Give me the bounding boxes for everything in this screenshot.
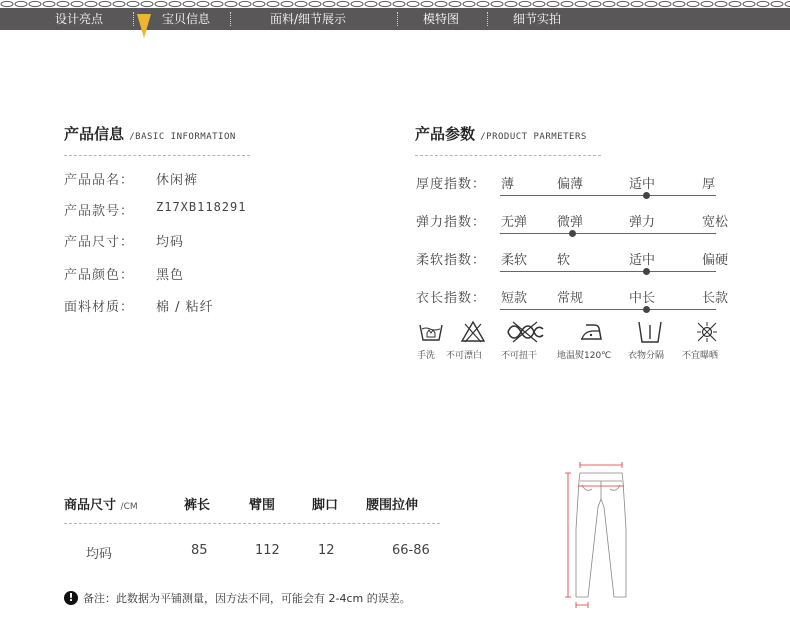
basic-info-heading bbox=[64, 123, 236, 144]
param-selected-marker bbox=[569, 230, 576, 237]
divider bbox=[64, 523, 440, 524]
param-selected-marker bbox=[643, 268, 650, 275]
warning-icon: ! bbox=[64, 591, 78, 605]
separate-wash-icon bbox=[637, 320, 663, 344]
param-option: 软 bbox=[557, 253, 571, 268]
size-header-label: 商品尺寸 bbox=[64, 498, 117, 513]
params-heading bbox=[415, 123, 587, 144]
hand-wash-icon bbox=[418, 320, 444, 344]
param-label: 柔软指数： bbox=[416, 253, 487, 268]
size-cell-arm: 112 bbox=[255, 543, 280, 558]
param-option: 短款 bbox=[501, 291, 528, 306]
nav-divider bbox=[133, 12, 134, 26]
nav-divider bbox=[397, 12, 398, 26]
nav-divider bbox=[230, 12, 231, 26]
care-label: 不可漂白 bbox=[446, 351, 483, 361]
params-subtitle: /PRODUCT PARMETERS bbox=[480, 132, 587, 142]
info-label-sku: 产品款号： bbox=[64, 204, 135, 219]
param-option: 薄 bbox=[501, 177, 515, 192]
basic-info-subtitle: /BASIC INFORMATION bbox=[129, 132, 236, 142]
no-bleach-icon bbox=[460, 320, 486, 344]
active-nav-pointer-icon bbox=[137, 14, 151, 38]
info-value-material: 棉 / 粘纤 bbox=[156, 300, 214, 315]
param-option: 偏薄 bbox=[557, 177, 584, 192]
param-option: 偏硬 bbox=[702, 253, 729, 268]
info-value-size: 均码 bbox=[156, 235, 185, 250]
divider bbox=[64, 155, 250, 156]
param-option: 中长 bbox=[629, 291, 656, 306]
no-sun-dry-icon bbox=[694, 320, 720, 344]
param-option: 适中 bbox=[629, 177, 656, 192]
size-cell-size: 均码 bbox=[86, 547, 113, 562]
top-nav-bar bbox=[0, 8, 790, 30]
param-label: 厚度指数： bbox=[416, 177, 487, 192]
divider bbox=[415, 155, 601, 156]
size-header-size bbox=[64, 494, 138, 513]
param-option: 无弹 bbox=[501, 215, 528, 230]
param-selected-marker bbox=[643, 192, 650, 199]
info-label-color: 产品颜色： bbox=[64, 268, 135, 283]
param-label: 衣长指数： bbox=[416, 291, 487, 306]
info-label-size: 产品尺寸： bbox=[64, 235, 135, 250]
care-label: 不可扭干 bbox=[501, 351, 538, 361]
size-header-hem: 脚口 bbox=[312, 498, 339, 513]
param-option: 柔软 bbox=[501, 253, 528, 268]
param-option: 适中 bbox=[629, 253, 656, 268]
param-scale-line bbox=[500, 271, 716, 272]
param-selected-marker bbox=[643, 306, 650, 313]
param-label: 弹力指数： bbox=[416, 215, 487, 230]
nav-item-design-highlights[interactable]: 设计亮点 bbox=[55, 12, 104, 26]
low-iron-icon bbox=[578, 320, 604, 344]
top-chain-border bbox=[0, 0, 790, 8]
size-unit-label: /CM bbox=[120, 502, 138, 512]
nav-divider bbox=[487, 12, 488, 26]
care-label: 手洗 bbox=[417, 351, 436, 361]
size-header-length: 裤长 bbox=[184, 498, 211, 513]
param-option: 弹力 bbox=[629, 215, 656, 230]
note-text: 备注：此数据为平铺测量，因方法不同，可能会有 2-4cm 的误差。 bbox=[83, 592, 411, 605]
info-value-sku: Z17XB118291 bbox=[156, 200, 247, 214]
size-header-waist: 腰围拉伸 bbox=[366, 498, 419, 513]
param-option: 微弹 bbox=[557, 215, 584, 230]
size-cell-waist: 66-86 bbox=[392, 543, 430, 558]
param-option: 厚 bbox=[702, 177, 716, 192]
param-scale-line bbox=[500, 195, 716, 196]
param-option: 常规 bbox=[557, 291, 584, 306]
size-header-arm: 臂围 bbox=[249, 498, 276, 513]
info-value-name: 休闲裤 bbox=[156, 173, 199, 188]
nav-item-model-photos[interactable]: 模特图 bbox=[423, 12, 460, 26]
info-label-name: 产品品名： bbox=[64, 173, 135, 188]
params-title: 产品参数 bbox=[415, 125, 476, 143]
care-label: 地温熨120℃ bbox=[557, 351, 612, 361]
nav-item-detail-photos[interactable]: 细节实拍 bbox=[513, 12, 562, 26]
pants-measurement-diagram bbox=[556, 459, 646, 609]
info-label-material: 面料材质： bbox=[64, 300, 135, 315]
size-cell-hem: 12 bbox=[318, 543, 335, 558]
nav-item-product-info[interactable]: 宝贝信息 bbox=[162, 12, 211, 26]
nav-item-fabric-details[interactable]: 面料/细节展示 bbox=[270, 12, 347, 26]
param-scale-line bbox=[500, 233, 716, 234]
care-label: 不宜曝晒 bbox=[682, 351, 719, 361]
care-label: 衣物分隔 bbox=[628, 351, 665, 361]
param-option: 宽松 bbox=[702, 215, 729, 230]
no-wring-icon bbox=[505, 320, 545, 344]
basic-info-title: 产品信息 bbox=[64, 125, 125, 143]
param-scale-line bbox=[500, 309, 716, 310]
size-cell-length: 85 bbox=[191, 543, 208, 558]
info-value-color: 黑色 bbox=[156, 268, 185, 283]
param-option: 长款 bbox=[702, 291, 729, 306]
